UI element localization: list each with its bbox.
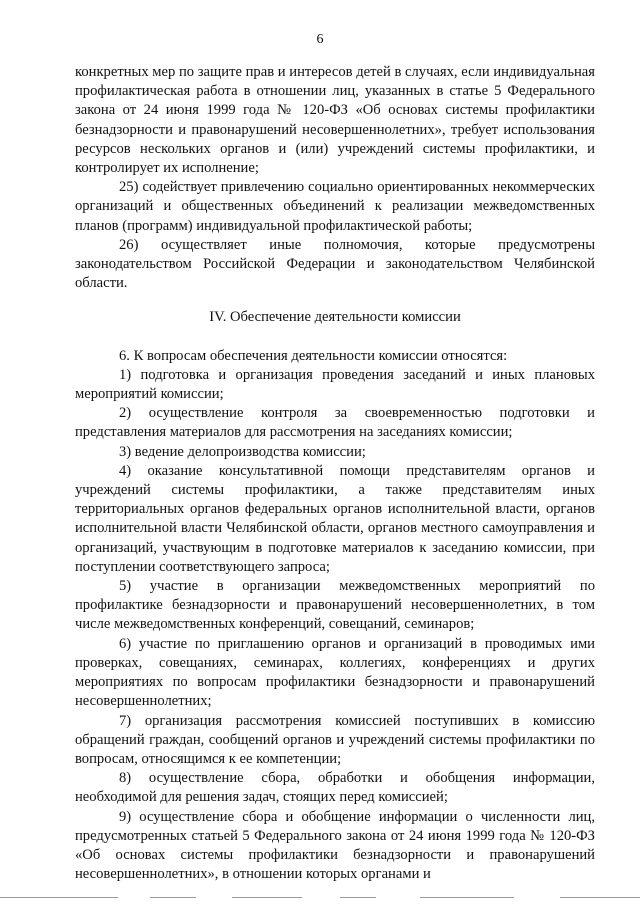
section-heading: IV. Обеспечение деятельности комиссии: [209, 309, 461, 326]
paragraph-subitem-5: 5) участие в организации межведомственных мероприятий по профилактике безнадзорности и правонарушений несовершеннолетних, в том числе межведомственных конференций, совещаний, семинаров;: [75, 578, 595, 633]
scan-edge-artifact: [0, 893, 640, 905]
paragraph-item-26: 26) осуществляет иные полномочия, которые предусмотрены законодательством Российской Федерации и законодательством Челябинской области.: [75, 236, 595, 292]
paragraph-clause-6: 6. К вопросам обеспечения деятельности комиссии относятся:: [119, 347, 508, 364]
paragraph-subitem-2: 2) осуществление контроля за своевременностью подготовки и представления материалов для рассмотрения на заседаниях комиссии;: [75, 405, 595, 441]
paragraph-subitem-4: 4) оказание консультативной помощи представителям органов и учреждений системы профилактики, а также представителям иных территориальных органов федеральных органов исполнительной власти, органов исполнительной власти Челябинской области, органов местного самоуправления и организаций, участвующим в подготовке материалов к заседанию комиссии, при поступлении соответствующего запроса;: [75, 462, 595, 575]
page-number: 6: [316, 32, 324, 47]
paragraph-subitem-3: 3) ведение делопроизводства комиссии;: [119, 443, 366, 460]
paragraph-subitem-9: 9) осуществление сбора и обобщение информации о численности лиц, предусмотренных статьей 5 Федерального закона от 24 июня 1999 года № 120-ФЗ «Об основах системы профилактики безнадзорности и правонарушений несовершеннолетних», в отношении которых органами и: [75, 808, 595, 883]
document-body: [75, 63, 595, 884]
paragraph-subitem-7: 7) организация рассмотрения комиссией поступивших в комиссию обращений граждан, сообщений органов и учреждений системы профилактики по вопросам, относящимся к ее компетенции;: [75, 712, 595, 767]
paragraph-continuation: конкретных мер по защите прав и интересов детей в случаях, если индивидуальная профилактическая работа в отношении лиц, указанных в статье 5 Федерального закона от 24 июня 1999 года № 120-ФЗ «Об основах системы профилактики безнадзорности и правонарушений несовершеннолетних», требует использования ресурсов нескольких органов и (или) учреждений системы профилактики, и контролирует их исполнение;: [75, 64, 595, 177]
paragraph-subitem-6: 6) участие по приглашению органов и организаций в проводимых ими проверках, совещаниях, семинарах, коллегиях, конференциях и других мероприятиях по вопросам профилактики безнадзорности и правонарушений несовершеннолетних;: [75, 635, 595, 710]
paragraph-subitem-8: 8) осуществление сбора, обработки и обобщения информации, необходимой для решения задач, стоящих перед комиссией;: [75, 770, 595, 806]
paragraph-item-25: 25) содействует привлечению социально ориентированных некоммерческих организаций и общественных объединений к реализации межведомственных планов (программ) индивидуальной профилактической работы;: [75, 179, 595, 234]
paragraph-subitem-1: 1) подготовка и организация проведения заседаний и иных плановых мероприятий комиссии;: [75, 366, 595, 403]
